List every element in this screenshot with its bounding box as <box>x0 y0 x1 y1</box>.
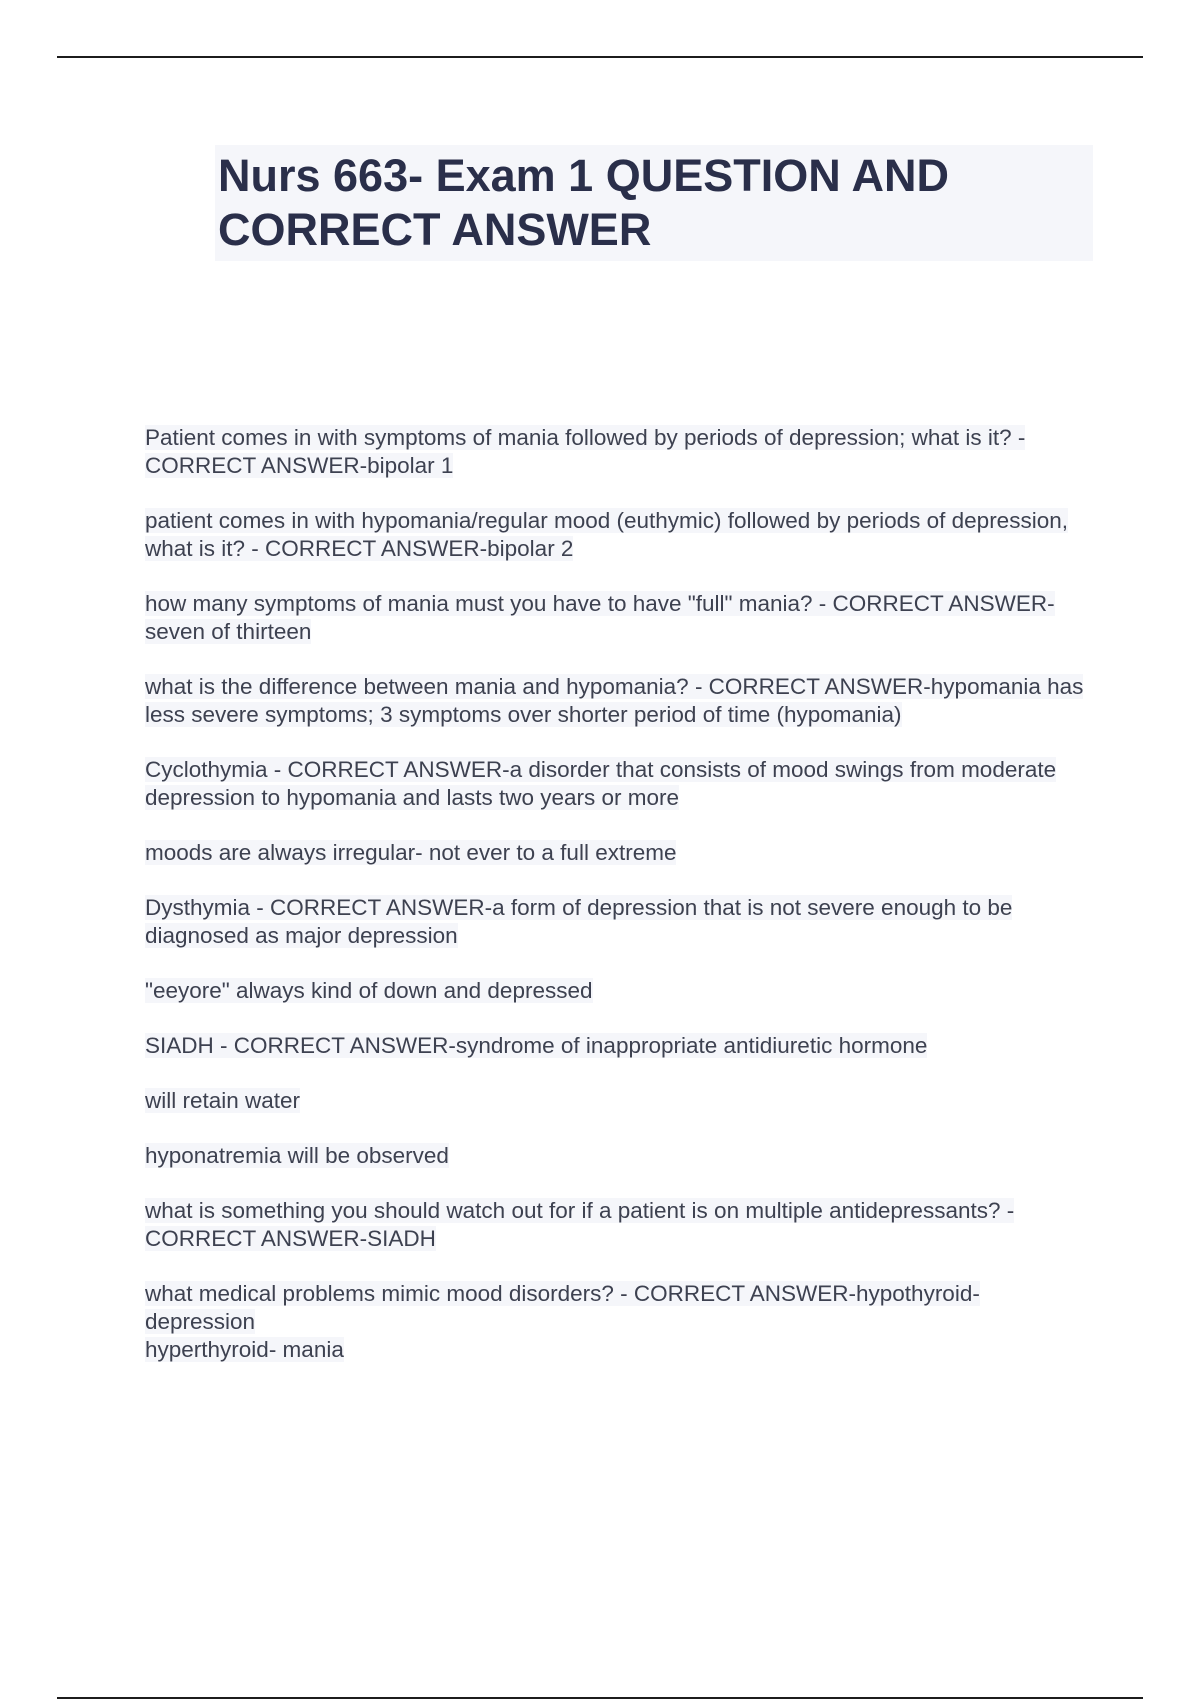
qa-text: Cyclothymia - CORRECT ANSWER-a disorder that consists of mood swings from moderate depression to hypomania and lasts two years or more <box>145 757 1057 810</box>
qa-text: SIADH - CORRECT ANSWER-syndrome of inappropriate antidiuretic hormone <box>145 1033 928 1058</box>
qa-item <box>145 424 1085 480</box>
title-block <box>215 145 1093 261</box>
qa-text: Patient comes in with symptoms of mania followed by periods of depression; what is it? - CORRECT ANSWER-bipolar 1 <box>145 425 1026 478</box>
qa-list <box>145 424 1085 1391</box>
qa-text: patient comes in with hypomania/regular mood (euthymic) followed by periods of depression, what is it? - CORRECT ANSWER-bipolar 2 <box>145 508 1068 561</box>
qa-text: moods are always irregular- not ever to a full extreme <box>145 840 677 865</box>
qa-text: hyponatremia will be observed <box>145 1143 449 1168</box>
qa-text: what is the difference between mania and hypomania? - CORRECT ANSWER-hypomania has less severe symptoms; 3 symptoms over shorter period of time (hypomania) <box>145 674 1084 727</box>
qa-item-multiline <box>145 1280 1085 1364</box>
qa-item <box>145 1032 1085 1060</box>
qa-item <box>145 507 1085 563</box>
qa-note <box>145 1142 1085 1170</box>
qa-text: "eeyore" always kind of down and depressed <box>145 978 593 1003</box>
qa-item <box>145 590 1085 646</box>
qa-item <box>145 894 1085 950</box>
qa-text: Dysthymia - CORRECT ANSWER-a form of depression that is not severe enough to be diagnosed as major depression <box>145 895 1013 948</box>
qa-item <box>145 756 1085 812</box>
qa-item <box>145 1197 1085 1253</box>
bottom-rule <box>57 1697 1143 1699</box>
document-title: Nurs 663- Exam 1 QUESTION AND CORRECT ANSWER <box>218 150 950 255</box>
qa-note <box>145 977 1085 1005</box>
qa-note <box>145 1087 1085 1115</box>
qa-note <box>145 839 1085 867</box>
qa-text: what is something you should watch out for if a patient is on multiple antidepressants? - CORRECT ANSWER-SIADH <box>145 1198 1015 1251</box>
top-rule <box>57 56 1143 58</box>
qa-item <box>145 673 1085 729</box>
qa-text: how many symptoms of mania must you have to have "full" mania? - CORRECT ANSWER-seven of thirteen <box>145 591 1055 644</box>
qa-text: what medical problems mimic mood disorders? - CORRECT ANSWER-hypothyroid-depression hyperthyroid- mania <box>145 1281 980 1362</box>
qa-text: will retain water <box>145 1088 301 1113</box>
